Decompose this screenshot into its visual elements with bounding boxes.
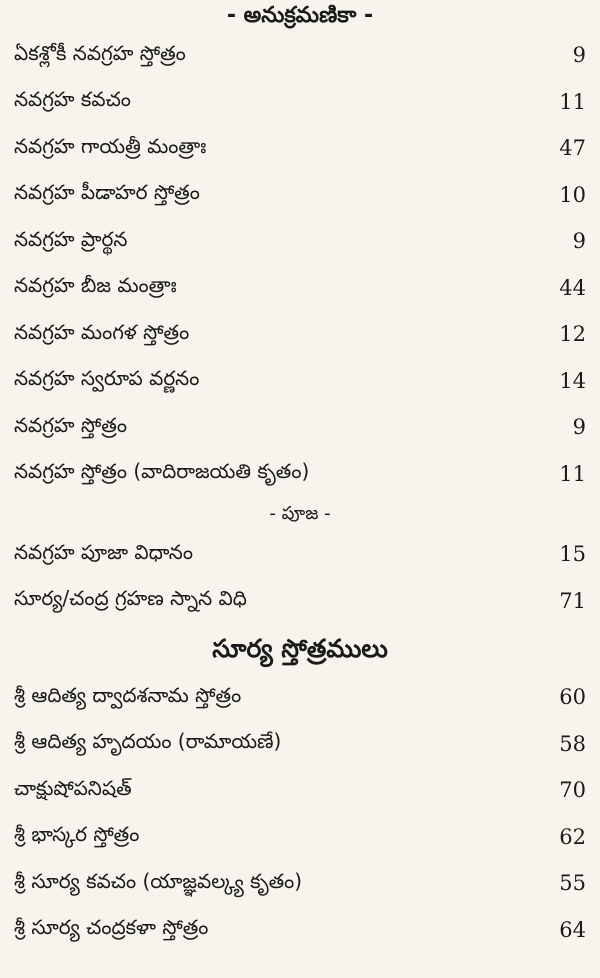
- toc-entry[interactable]: [14, 79, 586, 126]
- toc-entry[interactable]: [14, 451, 586, 498]
- toc-entry-title: ఏకశ్లోకీ నవగ్రహ స్తోత్రం: [14, 40, 186, 65]
- toc-entry-title: నవగ్రహ పూజా విధానం: [14, 539, 193, 564]
- toc-entry-title: శ్రీ సూర్య కవచం (యాజ్ఞవల్క్య కృతం): [14, 868, 303, 893]
- toc-entry-title: శ్రీ ఆదిత్య ద్వాదశనామ స్తోత్రం: [14, 682, 242, 707]
- toc-entry-page: 58: [559, 731, 586, 756]
- toc-entry[interactable]: [14, 907, 586, 954]
- toc-entry-title: నవగ్రహ స్తోత్రం (వాదిరాజయతి కృతం): [14, 459, 310, 484]
- toc-entry[interactable]: [14, 531, 586, 578]
- toc-entry[interactable]: [14, 860, 586, 907]
- toc-entry[interactable]: [14, 721, 586, 768]
- toc-entry-title: చాక్షుషోపనిషత్: [14, 775, 132, 800]
- toc-entry-page: 9: [572, 43, 586, 68]
- toc-entry-page: 64: [559, 917, 586, 942]
- toc-entry-title: సూర్య/చంద్ర గ్రహణ స్నాన విధి: [14, 586, 247, 611]
- toc-entry-title: నవగ్రహ గాయత్రీ మంత్రాః: [14, 133, 207, 158]
- toc-entry[interactable]: [14, 358, 586, 405]
- toc-group-puja: [14, 531, 586, 624]
- toc-entry-page: 14: [559, 368, 586, 393]
- toc-entry-title: శ్రీ భాస్కర స్తోత్రం: [14, 822, 140, 847]
- toc-entry-page: 11: [559, 461, 586, 486]
- toc-entry-title: నవగ్రహ ప్రార్థన: [14, 226, 128, 251]
- toc-entry[interactable]: [14, 311, 586, 358]
- toc-entry-title: నవగ్రహ బీజ మంత్రాః: [14, 273, 177, 298]
- toc-entry-page: 15: [559, 542, 586, 567]
- toc-entry-page: 70: [559, 778, 586, 803]
- surya-section-title: సూర్య స్తోత్రములు: [212, 634, 388, 663]
- toc-entry-title: శ్రీ సూర్య చంద్రకళా స్తోత్రం: [14, 915, 209, 940]
- toc-entry-title: నవగ్రహ స్తోత్రం: [14, 412, 127, 437]
- toc-entry[interactable]: [14, 32, 586, 79]
- toc-entry-page: 10: [559, 182, 586, 207]
- toc-entry[interactable]: [14, 218, 586, 265]
- toc-entry-page: 71: [559, 588, 586, 613]
- toc-entry-page: 60: [559, 685, 586, 710]
- puja-subheading: - పూజ -: [269, 503, 331, 524]
- toc-entry[interactable]: [14, 172, 586, 219]
- toc-entry[interactable]: [14, 578, 586, 625]
- toc-entry[interactable]: [14, 265, 586, 312]
- toc-entry-title: నవగ్రహ పీడాహర స్తోత్రం: [14, 180, 200, 205]
- toc-entry-page: 62: [559, 824, 586, 849]
- toc-entry[interactable]: [14, 767, 586, 814]
- toc-entry-page: 11: [559, 89, 586, 114]
- toc-entry-title: నవగ్రహ మంగళ స్తోత్రం: [14, 319, 190, 344]
- toc-entry-page: 47: [559, 136, 586, 161]
- toc-entry-title: శ్రీ ఆదిత్య హృదయం (రామాయణే): [14, 729, 282, 754]
- toc-heading: - అనుక్రమణికా -: [226, 3, 374, 28]
- toc-entry-title: నవగ్రహ కవచం: [14, 87, 131, 112]
- toc-entry-page: 12: [559, 322, 586, 347]
- toc-entry[interactable]: [14, 125, 586, 172]
- toc-entry-page: 44: [559, 275, 586, 300]
- toc-entry-title: నవగ్రహ స్వరూప వర్ణనం: [14, 366, 200, 391]
- toc-entry-page: 9: [572, 415, 586, 440]
- toc-entry[interactable]: [14, 814, 586, 861]
- toc-entry[interactable]: [14, 404, 586, 451]
- toc-group-navagraha: [14, 32, 586, 497]
- toc-entry-page: 9: [572, 229, 586, 254]
- toc-entry[interactable]: [14, 674, 586, 721]
- toc-group-surya: [14, 674, 586, 953]
- toc-entry-page: 55: [559, 871, 586, 896]
